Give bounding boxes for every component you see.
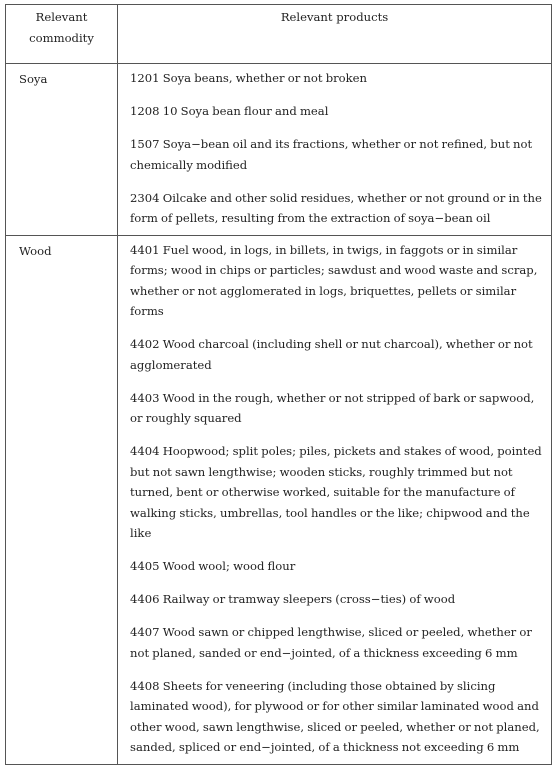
product-entry: 1208 10 Soya bean flour and meal — [130, 104, 329, 118]
product-entry: 4402 Wood charcoal (including shell or nut charcoal), whether or not agglomerated — [130, 337, 533, 372]
product-entry: 4401 Fuel wood, in logs, in billets, in twigs, in faggots or in similar forms; wood in chips or particles; sawdust and wood waste and scrap, whether or not agglomerated in logs, briquettes, pellets or similar forms — [130, 242, 538, 318]
products-cell-wood — [118, 235, 552, 764]
products-cell-soya — [118, 64, 552, 236]
header-row — [6, 5, 552, 64]
commodity-products-table — [5, 4, 552, 765]
product-entry: 1201 Soya beans, whether or not broken — [130, 71, 368, 85]
table-row-wood — [6, 235, 552, 764]
product-entry: 4406 Railway or tramway sleepers (cross−ties) of wood — [130, 592, 456, 606]
commodity-cell-soya: Soya — [6, 64, 118, 236]
product-entry: 4407 Wood sawn or chipped lengthwise, sliced or peeled, whether or not planed, sanded or end−jointed, of a thickness exceeding 6 mm — [130, 625, 532, 660]
product-entry: 4405 Wood wool; wood flour — [130, 559, 296, 573]
table-row-soya — [6, 64, 552, 236]
product-entry: 4404 Hoopwood; split poles; piles, pickets and stakes of wood, pointed but not sawn lengthwise; wooden sticks, roughly trimmed but not turned, bent or otherwise worked, suitable for the manufacture of walking sticks, umbrellas, tool handles or the like; chipwood and the like — [130, 444, 542, 540]
product-entry: 4408 Sheets for veneering (including those obtained by slicing laminated wood), for plywood or for other similar laminated wood and other wood, sawn lengthwise, sliced or peeled, whether or not planed, sanded, spliced or end−jointed, of a thickness not exceeding 6 mm — [130, 678, 540, 754]
product-entry: 1507 Soya−bean oil and its fractions, whether or not refined, but not chemically modified — [130, 137, 533, 172]
commodity-cell-wood: Wood — [6, 235, 118, 764]
product-entry: 4403 Wood in the rough, whether or not stripped of bark or sapwood, or roughly squared — [130, 390, 535, 425]
header-relevant-products: Relevant products — [118, 5, 552, 64]
header-relevant-commodity: Relevant commodity — [6, 5, 118, 64]
product-entry: 2304 Oilcake and other solid residues, whether or not ground or in the form of pellets, resulting from the extraction of soya−bean oil — [130, 190, 542, 225]
